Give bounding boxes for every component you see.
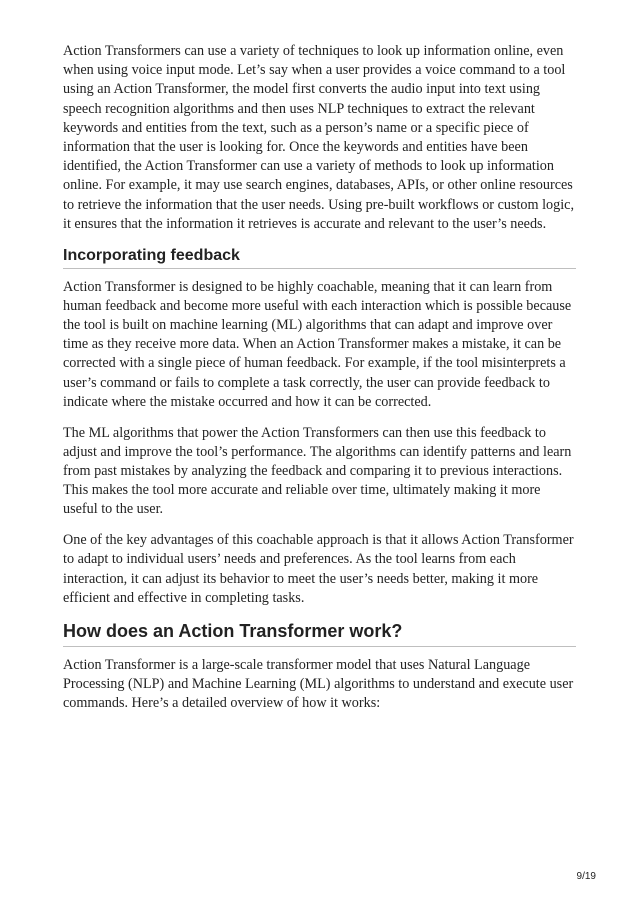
how-it-works-paragraph-1: Action Transformer is a large-scale transformer model that uses Natural Language Processing (NLP) and Machine Learning (ML) algorithms to understand and execute user commands. Here’s a detailed overview of how it works: (63, 656, 574, 712)
page-number: 9/19 (576, 871, 596, 882)
section-heading-how-it-works: How does an Action Transformer work? (63, 620, 576, 647)
feedback-paragraph-1: Action Transformer is designed to be highly coachable, meaning that it can learn from human feedback and become more useful with each interaction which is possible because the tool is built on machine learning (ML) algorithms that can adapt and improve over time as they receive more data. When an Action Transformer makes a mistake, it can be corrected with a single piece of human feedback. For example, if the tool misinterprets a user’s command or fails to complete a task correctly, the user can provide feedback to indicate where the mistake occurred and how it can be corrected. (63, 278, 572, 410)
feedback-paragraph-2: The ML algorithms that power the Action Transformers can then use this feedback to adjust and improve the tool’s performance. The algorithms can identify patterns and learn from past mistakes by analyzing the feedback and comparing it to previous interactions. This makes the tool more accurate and reliable over time, ultimately making it more useful to the user. (63, 424, 572, 518)
document-page (63, 42, 576, 725)
feedback-paragraph-3: One of the key advantages of this coachable approach is that it allows Action Transformer to adapt to individual users’ needs and preferences. As the tool learns from each interaction, it can adjust its behavior to meet the user’s needs better, making it more efficient and effective in completing tasks. (63, 532, 574, 606)
intro-paragraph: Action Transformers can use a variety of techniques to look up information online, even when using voice input mode. Let’s say when a user provides a voice command to a tool using an Action Transformer, the model first converts the audio input into text using speech recognition algorithms and then uses NLP techniques to extract the relevant keywords and entities from the text, such as a person’s name or a specific piece of information that the user is looking for. Once the keywords and entities have been identified, the Action Transformer can use a variety of methods to look up information online. For example, it may use search engines, databases, APIs, or other online resources to retrieve the information that the user needs. Using pre-built workflows or custom logic, it ensures that the information it retrieves is accurate and relevant to the user’s needs. (63, 43, 575, 232)
section-heading-incorporating-feedback: Incorporating feedback (63, 246, 576, 269)
